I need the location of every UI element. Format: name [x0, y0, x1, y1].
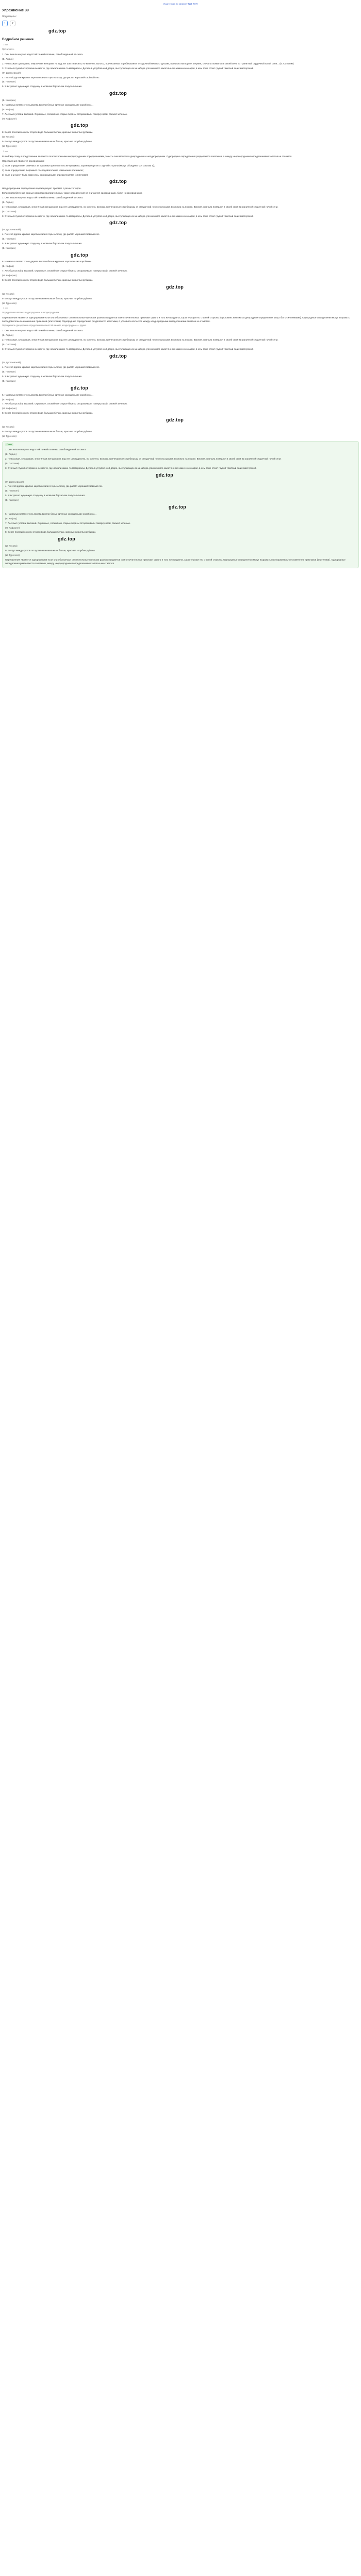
- text-line: 4. По этой дороге крытые кареты ехали в горы Алатау, где растёт хороший хвойный лес.: [2, 76, 100, 79]
- author-line: (Н. Кафарне): [2, 274, 17, 277]
- block-note: Прочитайте.: [2, 48, 14, 51]
- author-line: (Ф. Достоевский): [5, 480, 24, 483]
- watermark: gdz.top: [71, 252, 89, 258]
- watermark: gdz.top: [166, 284, 184, 290]
- text-line: 6. На малых ветвях этого дерева висели белые крупные хорошенькие коробочки...: [2, 260, 93, 263]
- solution-block: [2, 324, 359, 438]
- watermark-row: [5, 535, 356, 543]
- text-line: 2) если определения выражают последовательное изменение признаков;: [2, 168, 84, 172]
- watermark: gdz.top: [109, 179, 127, 184]
- author-line: (И. Кусово): [2, 425, 14, 428]
- subsections-label: Подразделы:: [2, 15, 17, 18]
- author-line: (Ф. Достоевский): [2, 228, 21, 231]
- author-line: (В. Сотолим): [5, 462, 20, 465]
- text-line: 9. Вокруг между кустов по пустынным мелькали белые, красные голубые рубины.: [2, 430, 92, 433]
- author-line: (Б. Никитин): [2, 370, 16, 374]
- answer-line: 4. По этой дороге крытые кареты ехали в горы Алатау, где растёт хороший хвойный лес.: [5, 485, 103, 488]
- author-line: (Б. Кафар): [5, 517, 17, 520]
- answer-line: 7. Лес был густой и высокий. Огромные, спокойные старые берёзы отгораживали поверху ярой, свежей зеленью.: [5, 521, 131, 524]
- answer-line: 3. Это был глухой отгороженное место, где лежали какие-то материалы. Деталь в углублённой дворе, выступающих из за забора угол немного закопчённого каменного сарая, в нём тоже стоял грудой тяжёлый ящик мастерской.: [5, 467, 257, 470]
- subsection-tab-1[interactable]: 1: [2, 21, 8, 26]
- watermark-row: [5, 471, 356, 479]
- answer-lines: [5, 448, 356, 565]
- answer-line: Определения являются однородными если они обозначают отличительные признаки разных предметов или отличительные признаки одного и того же предмета, характеризуя его с одной стороны. Однородные определения могут выражать последовательное изменение признаков (эпитетами). Однородные определения разделяются запятыми, между неоднородными определениями запятые не ставятся.: [5, 558, 346, 565]
- watermark: gdz.top: [109, 91, 127, 96]
- watermark: gdz.top: [169, 504, 187, 510]
- author-line: (Б. Никитин): [2, 238, 16, 241]
- text-line: 1) если определения отвечают за признаки одного и того же предмета, характеризуя его с одной стороны (могут объединяться союзом и);: [2, 164, 155, 167]
- text-line: 9. Вокруг между кустов по пустынным мелькали белые, красные голубые рубины.: [2, 297, 92, 300]
- author-line: (В. Лидин): [2, 334, 14, 337]
- author-line: (И. Тургенев): [2, 301, 17, 304]
- text-line: 1. Они вышли на угол недостой тонкой полянки, освобождённой от снега.: [2, 53, 84, 56]
- block-note: Определения являются однородными и неоднородными.: [2, 311, 60, 314]
- text-line: 1. Они вышли на угол недостой тонкой полянки, освобождённой от снега.: [2, 329, 84, 332]
- watermark: gdz.top: [48, 28, 67, 34]
- answer-line: 1. Они вышли на угол недостой тонкой полянки, освобождённой от снега.: [5, 448, 87, 451]
- watermark-row: [2, 27, 359, 36]
- text-line: 3. Это был глухой отгороженное место, где лежали какие-то материалы. Деталь в углублённой дворе, выступающих из за забора угол немного закопчённого каменного сарая, в нём тоже стоял грудой тяжёлый ящик мастерской.: [2, 347, 254, 350]
- section-heading: Подробное решение: [2, 38, 34, 41]
- author-line: (Ф. Достоевский): [2, 71, 21, 74]
- author-line: (Ф. Достоевский): [2, 361, 21, 364]
- author-line: (В. Каверин): [5, 499, 19, 502]
- watermark: gdz.top: [71, 385, 89, 391]
- author-line: (В. Каверин): [2, 380, 16, 383]
- text-line: 5. Я встретил худенькую старушку в зелёном бархатном полупальтишке.: [2, 242, 83, 245]
- author-line: (Б. Кафар): [2, 398, 14, 401]
- watermark-row: [2, 219, 359, 227]
- author-line: (В. Каверин): [2, 247, 16, 250]
- text-line: 4. По этой дороге крытые кареты ехали в горы Алатау, где растёт хороший хвойный лес.: [2, 233, 100, 236]
- solution-block: [2, 196, 359, 305]
- watermark: gdz.top: [109, 353, 127, 359]
- author-line: (В. Каверин): [2, 98, 16, 101]
- text-line: 1. Они вышли на угол недостой тонкой полянки, освобождённой от снега.: [2, 196, 84, 199]
- variant-chip: 2 вид: [3, 150, 8, 152]
- answer-tag: Ответ: [5, 443, 13, 446]
- text-line: 8. Берег пологий со всех сторон вода больших белых, красных слоистых рубинах.: [2, 279, 93, 282]
- author-line: (Н. Кафарне): [2, 407, 17, 410]
- text-line: 7. Лес был густой и высокий. Огромные, спокойные старые берёзы отгораживали поверху ярой, свежей зеленью.: [2, 112, 128, 115]
- text-line: В любому слову в предложении являются относительными неоднородными определениями, то есть они являются однородными и неоднородными. Однородные определения разделяются запятыми, а между неоднородными определениями запятая не ставится.: [2, 155, 292, 158]
- author-line: (Б. Никитин): [2, 80, 16, 83]
- author-line: (И. Тургенев): [2, 144, 17, 147]
- text-line: 3. Это был глухой отгороженное место, где лежали какие-то материалы. Деталь в углублённой дворе, выступающих из за забора угол немного закопчённого каменного сарая, в нём тоже стоял грудой тяжёлый ящик мастерской.: [2, 214, 254, 217]
- text-line: 2. Невысокая сухощавая, энергичная женщина на вид лет шестидесяти, но конечно, волосы, причёсанные к гребешкам от отгадочной немного русыми, возникла на пороге. Верния, сначала появился в своей сени из гранитной сердечной голой сени... (В. Сотолим): [2, 62, 294, 65]
- solution-blocks: [2, 42, 359, 438]
- text-line: 5. Я встретил худенькую старушку в зелёном бархатном полупальтишке.: [2, 375, 83, 378]
- author-line: (В. Лидин): [5, 453, 17, 456]
- text-line: Неоднородными определения характеризуют предмет с разных сторон.: [2, 187, 81, 190]
- watermark: gdz.top: [156, 472, 174, 478]
- author-line: (И. Кусово): [2, 135, 14, 138]
- watermark-row: [2, 251, 359, 259]
- author-line: (И. Кусово): [5, 544, 18, 547]
- author-line: (И. Тургенев): [5, 553, 20, 556]
- author-line: (Б. Кафар): [2, 265, 14, 268]
- watermark-row: [2, 352, 359, 360]
- watermark: gdz.top: [58, 536, 76, 542]
- text-line: 3. Это был глухой отгороженное место, где лежали какие-то материалы. Деталь в углублённой дворе, выступающих из за забора угол немного закопчённого каменного сарая, в нём тоже стоял грудой тяжёлый ящик мастерской.: [2, 66, 254, 70]
- page-title: Упражнение 39: [2, 9, 29, 12]
- text-line: 7. Лес был густой и высокий. Огромные, спокойные старые берёзы отгораживали поверху ярой, свежей зеленью.: [2, 269, 128, 273]
- solution-block: [2, 66, 359, 148]
- variant-chip: 3 вид: [3, 307, 8, 310]
- watermark-row: [2, 416, 359, 424]
- answer-box: [2, 441, 359, 568]
- text-line: 6. На малых ветвях этого дерева висели белые крупные хорошенькие коробочки...: [2, 103, 93, 106]
- solution-block: [2, 42, 359, 65]
- author-line: (И. Кусово): [2, 292, 14, 295]
- text-line: 3) если они могут быть заменены разнородными определениями (эпитетами).: [2, 173, 89, 176]
- text-line: 2. Невысокая, сухощавая, энергичная женщина на вид лет шестидесяти, но конечно, волосы, причёсанные к гребешкам от отгадочной немного русыми, возникла на пороге. Верния, сначала появился в своей сени из гранитной сердечной голой сени.: [2, 338, 278, 342]
- text-line: Если употреблённые разные разряды прилагательных, такие определения не считаются однородными, будут неоднородными.: [2, 192, 143, 195]
- author-line: (Н. Кафарне): [2, 117, 17, 120]
- watermark: gdz.top: [71, 123, 89, 128]
- author-line: (Б. Никитин): [5, 489, 19, 493]
- author-line: (В. Лидин): [2, 201, 14, 204]
- answer-line: 6. На малых ветвях этого дерева висели белые крупные хорошенькие коробочки...: [5, 512, 96, 515]
- solution-block: [2, 149, 359, 195]
- text-line: 4. По этой дороге крытые кареты ехали в горы Алатау, где растёт хороший хвойный лес.: [2, 366, 100, 369]
- subsection-tabs: [2, 20, 359, 27]
- text-line: 6. На малых ветвях этого дерева висели белые крупные хорошенькие коробочки...: [2, 393, 93, 396]
- subsection-tab-2[interactable]: 2: [10, 21, 15, 26]
- watermark: gdz.top: [166, 417, 184, 422]
- author-line: (В. Сотолим): [2, 343, 17, 346]
- solution-block: [2, 306, 359, 323]
- text-line: 2. Невысокая, сухощавая, энергичная женщина на вид лет шестидесяти, но конечно, волосы, причёсанные к гребешкам от отгадочной немного русыми, возникла на пороге. Верния, сначала появился в своей сени из гранитной сердечной голой сени.: [2, 205, 278, 208]
- answer-line: 8. Берег пологий со всех сторон вода больших белых, красных слоистых рубинах.: [5, 531, 96, 534]
- text-line: Определения являются однородными:: [2, 159, 45, 162]
- author-line: (В. Сотолим): [2, 210, 17, 213]
- watermark-row: [2, 89, 359, 97]
- answer-line: 9. Вокруг между кустов по пустынным мелькали белые, красные голубые рубины.: [5, 549, 95, 552]
- text-line: 8. Берег пологий со всех сторон вода больших белых, красных слоистых рубинах.: [2, 412, 93, 415]
- answer-line: 5. Я встретил худенькую старушку в зелёном бархатном полупальтишке.: [5, 494, 86, 497]
- text-line: 5. Я встретил худенькую старушку в зелёном бархатном полупальтишке.: [2, 85, 83, 88]
- author-line: (И. Тургенев): [2, 434, 17, 437]
- text-line: 7. Лес был густой и высокий. Огромные, спокойные старые берёзы отгораживали поверху ярой, свежей зеленью.: [2, 402, 128, 405]
- author-line: (В. Лидин): [2, 57, 14, 60]
- watermark-row: [2, 283, 359, 291]
- text-line: 8. Берег пологий со всех сторон вода больших белых, красных слоистых рубинах.: [2, 131, 93, 133]
- watermark: gdz.top: [109, 220, 127, 226]
- watermark-row: [2, 178, 359, 186]
- watermark-row: [2, 384, 359, 392]
- variant-chip: 1 вид: [3, 44, 8, 46]
- block-note: Подчеркните однородные определения волнистой линией, неоднородные — двумя.: [2, 324, 87, 327]
- text-line: 9. Вокруг между кустов по пустынным мелькали белые, красные голубые рубины.: [2, 140, 92, 143]
- text-line: Определения являются однородными если они обозначают отличительные признаки разных предметов или отличительные признаки одного и того же предмета, характеризуя его с одной стороны (в условиях контекста однородные определения могут быть синонимами). Однородные определения могут выражать последовательное изменение признаков (эпитетами). Однородные определения разделяются запятыми, в условиях контекста между неоднородными определениями запятые не ставятся.: [2, 316, 350, 323]
- answer-line: 2. Невысокая, сухощавая, энергичная женщина на вид лет шестидесяти, но конечно, волосы, причёсанные к гребешкам от отгадочной немного русыми, возникла на пороге. Верния, сначала появился в своей сени из гранитной сердечной голой сени.: [5, 457, 282, 461]
- author-line: (Б. Кафар): [2, 108, 14, 111]
- watermark-row: [2, 122, 359, 130]
- top-search-link[interactable]: Ищите нас по запросу ГДЗ ТОП: [163, 3, 198, 5]
- watermark-row: [5, 503, 356, 511]
- author-line: (Н. Кафарне): [5, 526, 20, 529]
